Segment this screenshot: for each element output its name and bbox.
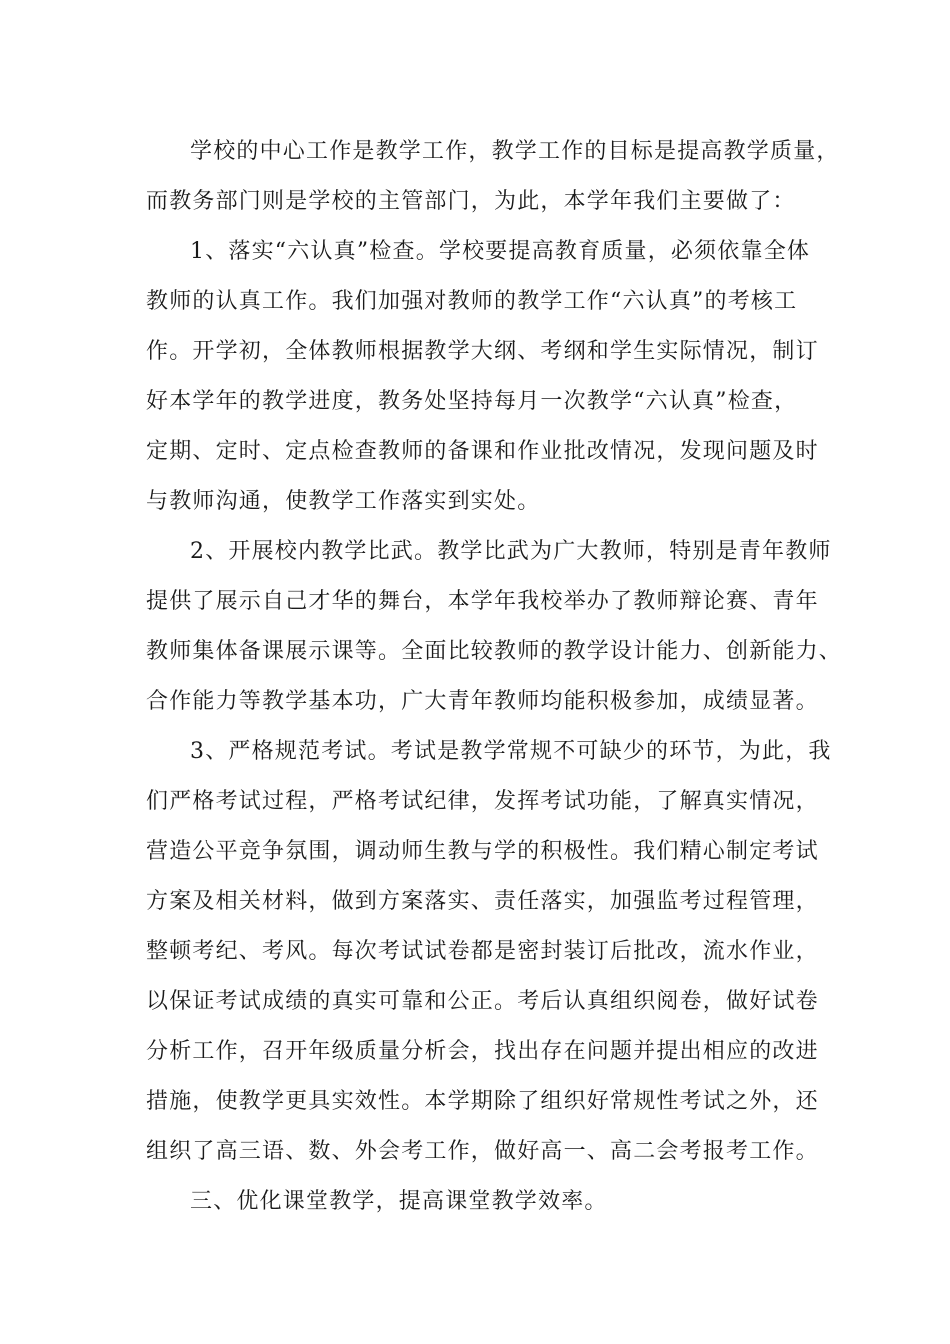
item-2-line-3: 教师集体备课展示课等。全面比较教师的教学设计能力、创新能力、: [146, 639, 843, 664]
item-3-line-7: 分析工作，召开年级质量分析会，找出存在问题并提出相应的改进: [146, 1039, 819, 1064]
item-1-line-4: 好本学年的教学进度，教务处坚持每月一次教学“六认真”检查，: [146, 389, 798, 414]
item-3-line-4: 方案及相关材料，做到方案落实、责任落实，加强监考过程管理，: [146, 889, 819, 914]
item-2-line-1: 2、开展校内教学比武。教学比武为广大教师，特别是青年教师: [190, 539, 832, 564]
item-1-line-2: 教师的认真工作。我们加强对教师的教学工作“六认真”的考核工: [146, 289, 798, 314]
item-3-line-3: 营造公平竞争氛围，调动师生教与学的积极性。我们精心制定考试: [146, 839, 819, 864]
item-2-line-2: 提供了展示自己才华的舞台，本学年我校举办了教师辩论赛、青年: [146, 589, 819, 614]
item-3-line-5: 整顿考纪、考风。每次考试试卷都是密封装订后批改，流水作业，: [146, 939, 819, 964]
item-3-line-2: 们严格考试过程，严格考试纪律，发挥考试功能，了解真实情况，: [146, 789, 819, 814]
item-3-line-6: 以保证考试成绩的真实可靠和公正。考后认真组织阅卷，做好试卷: [146, 989, 819, 1014]
item-1-line-5: 定期、定时、定点检查教师的备课和作业批改情况，发现问题及时: [146, 439, 819, 464]
paragraph-1-line-1: 学校的中心工作是教学工作，教学工作的目标是提高教学质量，: [190, 139, 840, 164]
item-1-line-1: 1、落实“六认真”检查。学校要提高教育质量，必须依靠全体: [190, 239, 811, 264]
item-1-line-6: 与教师沟通，使教学工作落实到实处。: [146, 489, 541, 514]
paragraph-1-line-2: 而教务部门则是学校的主管部门，为此，本学年我们主要做了：: [146, 189, 796, 214]
item-3-line-1: 3、严格规范考试。考试是教学常规不可缺少的环节，为此，我: [190, 739, 832, 764]
item-3-line-8: 措施，使教学更具实效性。本学期除了组织好常规性考试之外，还: [146, 1089, 819, 1114]
item-2-line-4: 合作能力等教学基本功，广大青年教师均能积极参加，成绩显著。: [146, 689, 819, 714]
item-1-line-3: 作。开学初，全体教师根据教学大纲、考纲和学生实际情况，制订: [146, 339, 819, 364]
item-3-line-9: 组织了高三语、数、外会考工作，做好高一、高二会考报考工作。: [146, 1139, 819, 1164]
section-3-heading: 三、优化课堂教学，提高课堂教学效率。: [190, 1189, 608, 1214]
